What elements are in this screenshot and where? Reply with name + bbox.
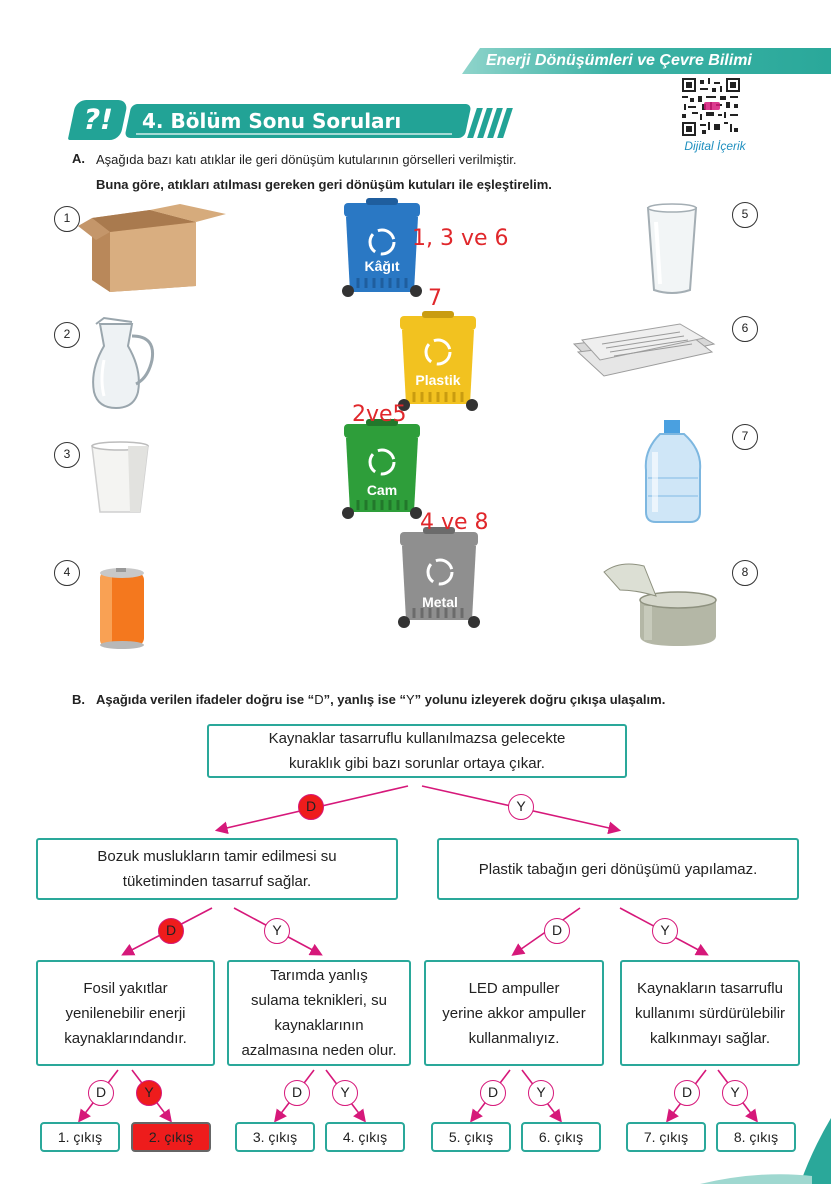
part-a-intro: Aşağıda bazı katı atıklar ile geri dönüşüm kutularının görselleri verilmiştir. <box>96 152 517 167</box>
branch-d[interactable]: D <box>480 1080 506 1106</box>
question-badge: ?! <box>68 100 129 140</box>
root-line: Kaynaklar tasarruflu kullanılmazsa gelecekte <box>268 730 566 747</box>
item-number: 4 <box>54 560 80 586</box>
branch-y-selected[interactable]: Y <box>136 1080 162 1106</box>
branch-d-selected[interactable]: D <box>298 794 324 820</box>
branch-y[interactable]: Y <box>652 918 678 944</box>
answer-glass: 2ve5 <box>352 402 407 427</box>
exit-6[interactable]: 6. çıkış <box>521 1122 601 1152</box>
branch-d-selected[interactable]: D <box>158 918 184 944</box>
statement-box: Fosil yakıtlar yenilenebilir enerji kaynaklarındandır. <box>36 960 215 1066</box>
root-line: kuraklık gibi bazı sorunlar ortaya çıkar. <box>289 755 545 772</box>
answer-plastic: 7 <box>428 286 442 311</box>
item-number: 8 <box>732 560 758 586</box>
part-b-instruction: Aşağıda verilen ifadeler doğru ise “D”, yanlış ise “Y” yolunu izleyerek doğru çıkışa ulaşalım. <box>96 692 666 707</box>
branch-d[interactable]: D <box>544 918 570 944</box>
exit-7[interactable]: 7. çıkış <box>626 1122 706 1152</box>
branch-y[interactable]: Y <box>332 1080 358 1106</box>
item-number: 3 <box>54 442 80 468</box>
branch-y[interactable]: Y <box>264 918 290 944</box>
branch-d[interactable]: D <box>674 1080 700 1106</box>
branch-d[interactable]: D <box>284 1080 310 1106</box>
statement-box: Plastik tabağın geri dönüşümü yapılamaz. <box>437 838 799 900</box>
statement-box: Kaynakların tasarruflu kullanımı sürdürülebilir kalkınmayı sağlar. <box>620 960 800 1066</box>
item-number: 6 <box>732 316 758 342</box>
bin-label-glass: Cam <box>366 482 398 498</box>
bin-label-metal: Metal <box>422 594 458 610</box>
statement-box: Tarımda yanlış sulama teknikleri, su kaynaklarının azalmasına neden olur. <box>227 960 411 1066</box>
branch-d[interactable]: D <box>88 1080 114 1106</box>
item-number: 1 <box>54 206 80 232</box>
part-a-instruction: Buna göre, atıkları atılması gereken geri dönüşüm kutuları ile eşleştirelim. <box>96 177 552 192</box>
exit-4[interactable]: 4. çıkış <box>325 1122 405 1152</box>
answer-metal: 4 ve 8 <box>420 510 489 535</box>
bin-label-paper: Kâğıt <box>364 258 400 274</box>
branch-y[interactable]: Y <box>528 1080 554 1106</box>
exit-2-selected[interactable]: 2. çıkış <box>131 1122 211 1152</box>
chapter-title: Enerji Dönüşümleri ve Çevre Bilimi <box>486 52 752 69</box>
branch-y[interactable]: Y <box>508 794 534 820</box>
item-number: 2 <box>54 322 80 348</box>
statement-box: LED ampuller yerine akkor ampuller kullanmalıyız. <box>424 960 604 1066</box>
part-b-letter: B. <box>72 692 85 707</box>
section-title: 4. Bölüm Sonu Soruları <box>142 109 402 133</box>
exit-8[interactable]: 8. çıkış <box>716 1122 796 1152</box>
part-a-letter: A. <box>72 151 85 166</box>
item-number: 7 <box>732 424 758 450</box>
exit-3[interactable]: 3. çıkış <box>235 1122 315 1152</box>
bin-label-plastic: Plastik <box>415 372 461 388</box>
answer-paper: 1, 3 ve 6 <box>412 226 509 251</box>
branch-y[interactable]: Y <box>722 1080 748 1106</box>
qr-label: Dijital İçerik <box>684 139 746 153</box>
exit-1[interactable]: 1. çıkış <box>40 1122 120 1152</box>
exit-5[interactable]: 5. çıkış <box>431 1122 511 1152</box>
item-number: 5 <box>732 202 758 228</box>
statement-box: Bozuk muslukların tamir edilmesi su tüketiminden tasarruf sağlar. <box>36 838 398 900</box>
